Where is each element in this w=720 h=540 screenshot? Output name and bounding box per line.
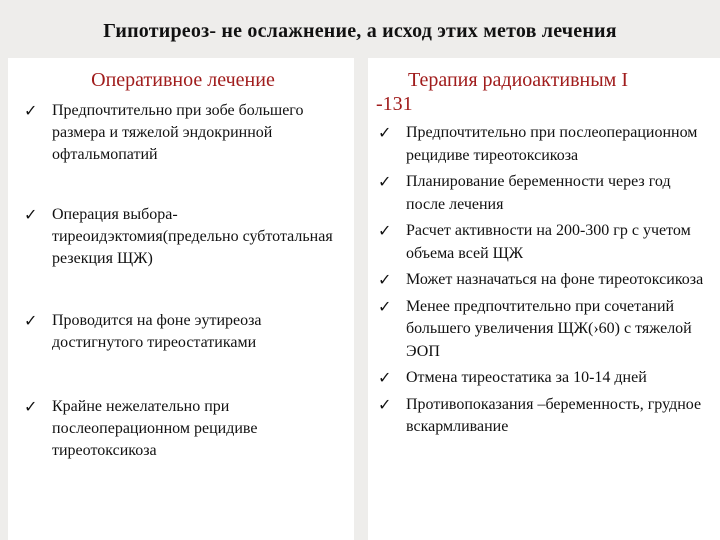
list-item-text: Предпочтительно при послеоперационном рецидиве тиреотоксикоза bbox=[406, 124, 698, 164]
right-panel-radioiodine-therapy bbox=[368, 58, 720, 540]
list-item bbox=[376, 367, 714, 390]
slide-title: Гипотиреоз- не ослажнение, а исход этих метов лечения bbox=[103, 20, 617, 42]
left-checklist bbox=[22, 100, 344, 462]
right-column-heading bbox=[376, 68, 714, 116]
list-item bbox=[22, 396, 344, 462]
list-item bbox=[22, 310, 344, 354]
list-item bbox=[376, 220, 714, 265]
list-item-text: Отмена тиреостатика за 10-14 дней bbox=[406, 369, 647, 386]
checkmark-icon: ✓ bbox=[378, 172, 392, 191]
checkmark-icon: ✓ bbox=[378, 270, 392, 289]
list-item-text: Крайне нежелательно при послеоперационном рецидиве тиреотоксикоза bbox=[52, 398, 258, 459]
list-item-text: Может назначаться на фоне тиреотоксикоза bbox=[406, 271, 704, 288]
checkmark-icon: ✓ bbox=[378, 368, 392, 387]
list-item-text: Предпочтительно при зобе большего размера и тяжелой эндокринной офтальмопатий bbox=[52, 102, 304, 163]
list-item-text: Менее предпочтительно при сочетаний большего увеличения ЩЖ(›60) с тяжелой ЭОП bbox=[406, 297, 692, 360]
left-column-heading: Оперативное лечение bbox=[91, 69, 275, 91]
right-column-heading-line1: Терапия радиоактивным I bbox=[408, 69, 628, 91]
list-item bbox=[376, 394, 714, 439]
checkmark-icon: ✓ bbox=[24, 397, 38, 416]
right-column-heading-line2: -131 bbox=[376, 93, 413, 115]
checkmark-icon: ✓ bbox=[378, 394, 392, 414]
right-checklist bbox=[376, 122, 714, 439]
list-item-text: Проводится на фоне эутиреоза достигнутого тиреостатиками bbox=[52, 312, 262, 351]
list-item bbox=[376, 296, 714, 364]
list-item bbox=[376, 171, 714, 216]
checkmark-icon: ✓ bbox=[378, 123, 392, 142]
list-item bbox=[376, 122, 714, 167]
left-panel-operative-treatment bbox=[8, 58, 354, 540]
list-item bbox=[22, 100, 344, 166]
checkmark-icon: ✓ bbox=[24, 311, 38, 330]
list-item-text: Расчет активности на 200-300 гр с учетом объема всей ЩЖ bbox=[406, 222, 691, 262]
list-item-text: Операция выбора- тиреоидэктомия(предельно субтотальная резекция ЩЖ) bbox=[52, 206, 333, 267]
checkmark-icon: ✓ bbox=[24, 205, 38, 224]
checkmark-icon: ✓ bbox=[378, 296, 392, 316]
list-item-text: Планирование беременности через год после лечения bbox=[406, 173, 671, 213]
list-item bbox=[376, 269, 714, 292]
list-item bbox=[22, 204, 344, 270]
checkmark-icon: ✓ bbox=[24, 101, 38, 120]
list-item-text: Противопоказания –беременность, грудное вскармливание bbox=[406, 395, 702, 435]
checkmark-icon: ✓ bbox=[378, 221, 392, 240]
